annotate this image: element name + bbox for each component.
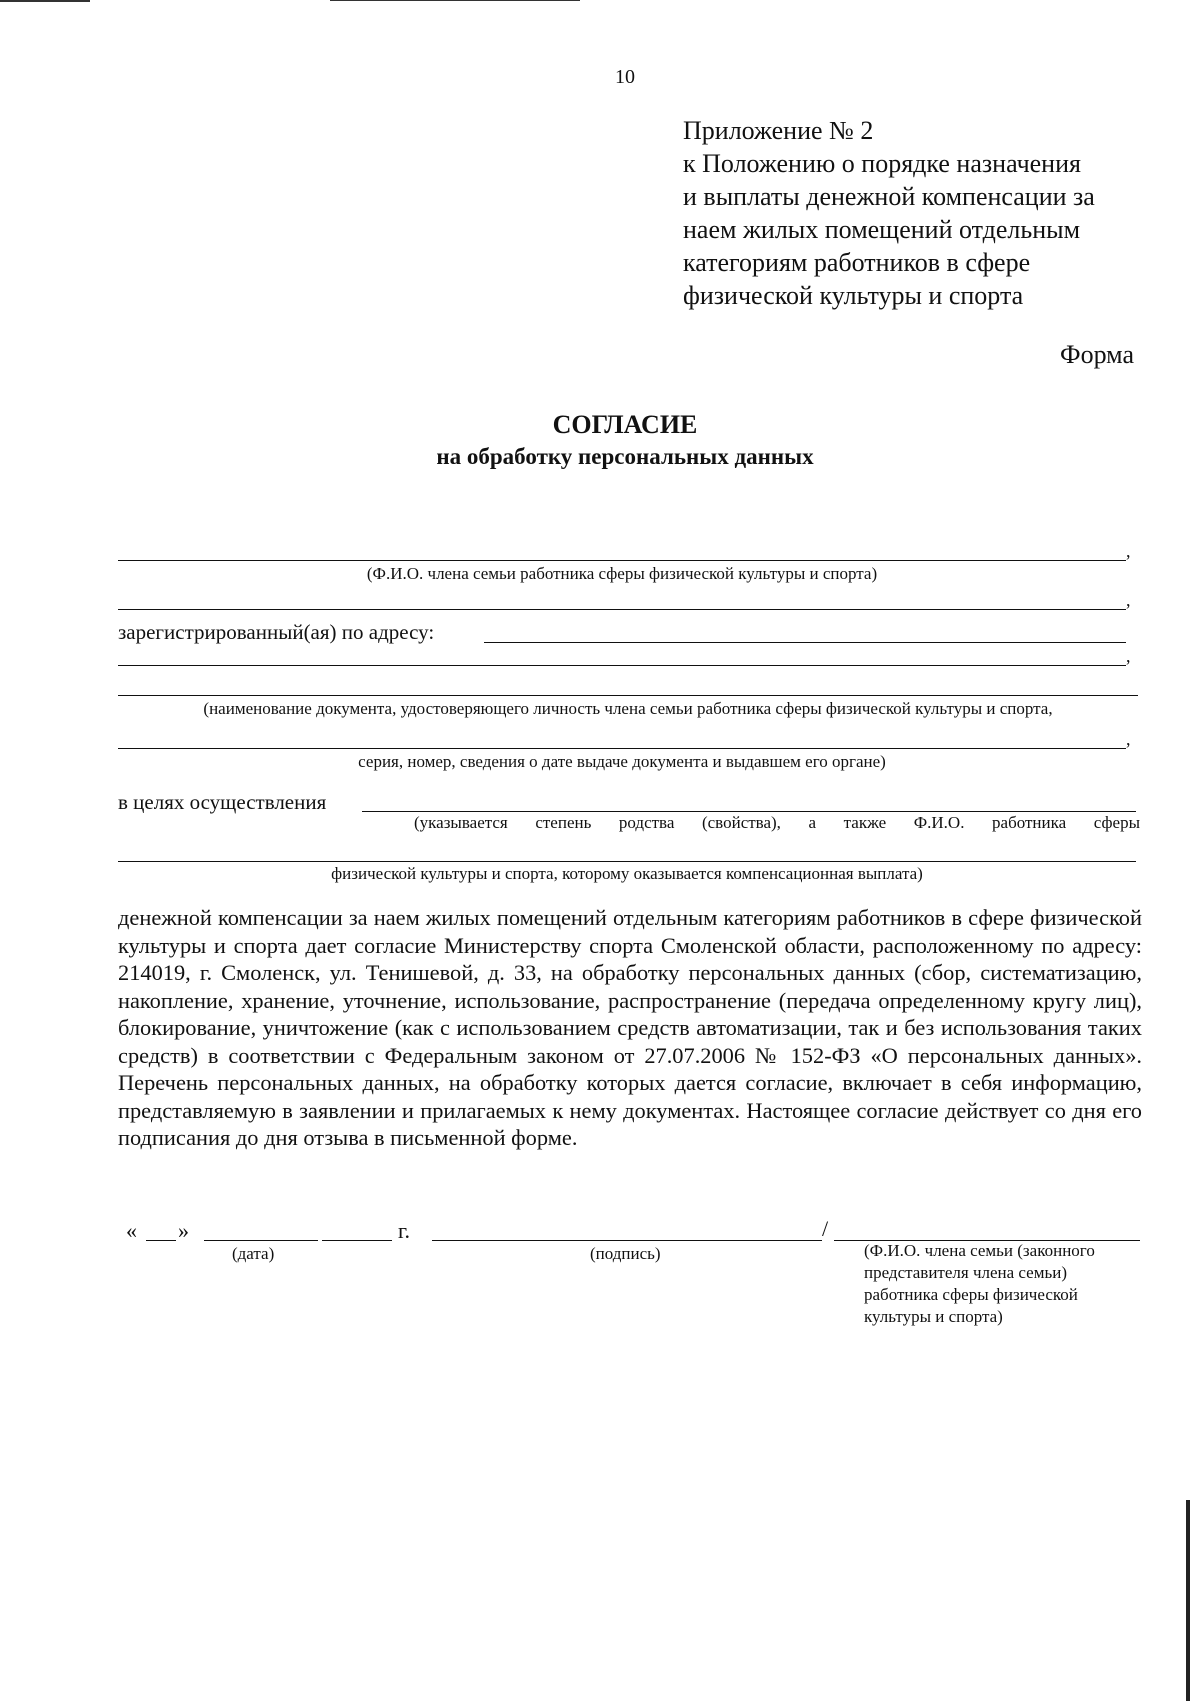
scan-artifact xyxy=(330,0,580,4)
consent-body-text: денежной компенсации за наем жилых помещений отдельным категориям работников в сфере физической культуры и спорта дает согласие Министерству спорта Смоленской области, расположенному по адресу: 214019, г. Смоленск, ул. Тенишевой, д. 33, на обработку персональных данных (сбор, систематизацию, накопление, хранение, уточнение, использование, распространение (передача определенному кругу лиц), блокирование, уничтожение (как с использованием средств автоматизации, так и без использования таких средств) в соответствии с Федеральным законом от 27.07.2006 № 152-ФЗ «О персональных данных». Перечень персональных данных, на обработку которых дается согласие, включает в себя информацию, представляемую в заявлении и прилагаемых к нему документах. Настоящее согласие действует со дня его подписания до дня отзыва в письменной форме. xyxy=(118,905,1142,1150)
appendix-line: категориям работников в сфере xyxy=(683,248,1031,277)
fio-continuation-line[interactable] xyxy=(118,609,1126,610)
scan-edge xyxy=(1186,1500,1190,1701)
comma: , xyxy=(1126,646,1131,666)
purpose-field-line[interactable] xyxy=(362,811,1136,812)
appendix-line: наем жилых помещений отдельным xyxy=(683,215,1081,244)
signature-slash: / xyxy=(822,1216,829,1241)
month-field-line[interactable] xyxy=(204,1240,318,1241)
purpose-caption-2: физической культуры и спорта, которому оказывается компенсационная выплата) xyxy=(331,864,923,883)
form-label: Форма xyxy=(1060,340,1134,369)
document-subtitle: на обработку персональных данных xyxy=(436,444,814,469)
caption-line: представителя члена семьи) xyxy=(864,1263,1067,1282)
date-quote-open: « xyxy=(126,1218,137,1243)
document-details-caption: серия, номер, сведения о дате выдаче документа и выдавшем его органе) xyxy=(358,752,886,771)
signatory-fio-caption xyxy=(864,1240,1154,1328)
fio-field-line[interactable] xyxy=(118,560,1126,561)
scan-artifact xyxy=(0,0,90,5)
address-continuation-line[interactable] xyxy=(118,665,1126,666)
comma: , xyxy=(1126,729,1131,749)
appendix-line: к Положению о порядке назначения xyxy=(683,149,1081,178)
purpose-continuation-line[interactable] xyxy=(118,861,1136,862)
signature-field-line[interactable] xyxy=(432,1240,822,1241)
comma: , xyxy=(1126,590,1131,610)
registered-address-label: зарегистрированный(ая) по адресу: xyxy=(118,620,435,644)
appendix-line: Приложение № 2 xyxy=(683,116,874,145)
appendix-line: физической культуры и спорта xyxy=(683,281,1024,310)
purpose-label: в целях осуществления xyxy=(118,790,327,814)
address-field-line[interactable] xyxy=(484,642,1126,643)
appendix-line: и выплаты денежной компенсации за xyxy=(683,182,1095,211)
year-suffix: г. xyxy=(398,1218,411,1243)
comma: , xyxy=(1126,541,1131,561)
date-quote-close: » xyxy=(178,1218,189,1243)
appendix-block xyxy=(683,114,1163,312)
document-title: СОГЛАСИЕ xyxy=(552,410,698,439)
fio-caption: (Ф.И.О. члена семьи работника сферы физической культуры и спорта) xyxy=(366,564,878,583)
signature-caption: (подпись) xyxy=(590,1244,661,1263)
caption-line: (Ф.И.О. члена семьи (законного xyxy=(864,1241,1095,1260)
caption-line: работника сферы физической xyxy=(864,1285,1078,1304)
document-field-line[interactable] xyxy=(118,695,1138,696)
page-number: 10 xyxy=(615,66,635,88)
day-field-line[interactable] xyxy=(146,1240,176,1241)
document-caption: (наименование документа, удостоверяющего личность члена семьи работника сферы физической культуры и спорта, xyxy=(203,699,1053,718)
year-field-line[interactable] xyxy=(322,1240,392,1241)
purpose-caption: (указывается степень родства (свойства), а также Ф.И.О. работника сферы xyxy=(414,813,1140,832)
date-caption: (дата) xyxy=(232,1244,275,1263)
document-details-line[interactable] xyxy=(118,748,1126,749)
caption-line: культуры и спорта) xyxy=(864,1307,1003,1326)
